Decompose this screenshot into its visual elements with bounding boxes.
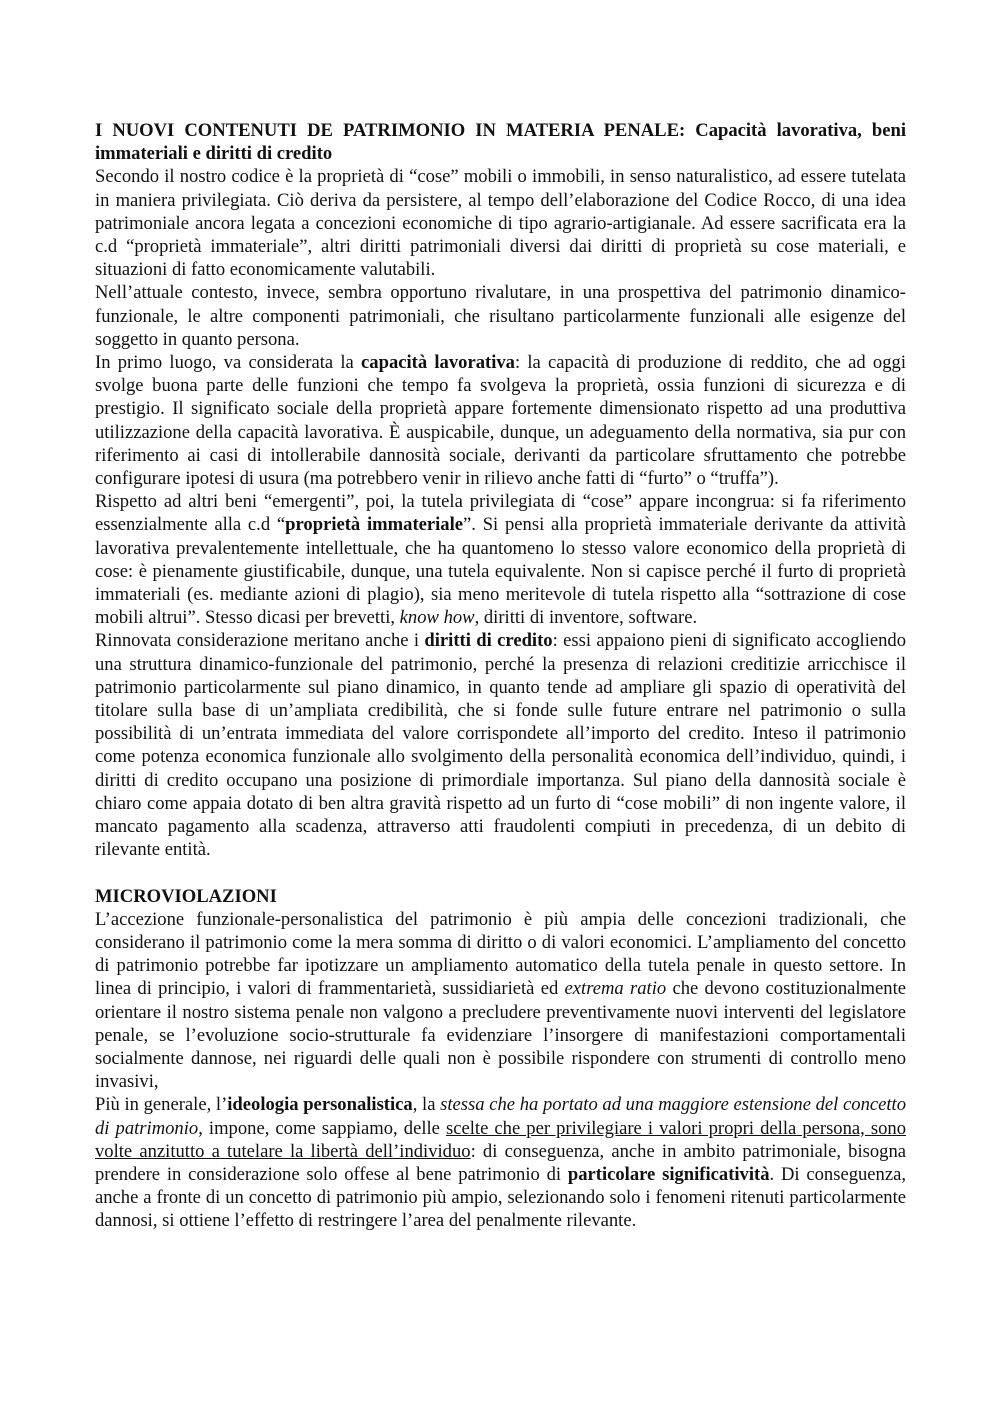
underlined-phrase: scelte che per privilegiare i valori propri della persona, sono volte anzitutto a tutelare la libertà dell’individuo: [95, 1117, 907, 1162]
term-proprieta-immateriale: proprietà immateriale: [285, 514, 464, 536]
term-ideologia-personalistica: ideologia personalistica: [227, 1094, 413, 1116]
paragraph-proprieta-immateriale: Rispetto ad altri beni “emergenti”, poi, la tutela privilegiata di “cose” appare incongrua: si fa riferimento essenzialmente alla c.d “proprietà immateriale”. Si pensi alla proprietà immateriale derivante da attività lavorativa prevalentemente intellettuale, che ha quantomeno lo stesso valore economico della proprietà di cose: è pienamente giustificabile, dunque, una tutela equivalente. Non si capisce perché il furto di proprietà immateriali (es. mediante azioni di plagio), sia meno meritevole di tutela rispetto alla “sottrazione di cose mobili altrui”. Stesso dicasi per brevetti, know how, diritti di inventore, software.: [95, 491, 906, 629]
document-page: [95, 119, 906, 1233]
section-title-nuovi-contenuti: I NUOVI CONTENUTI DE PATRIMONIO IN MATERIA PENALE: Capacità lavorativa, beni immateriali e diritti di credito: [95, 120, 906, 165]
paragraph-attuale-contesto: Nell’attuale contesto, invece, sembra opportuno rivalutare, in una prospettiva del patrimonio dinamico-funzionale, le altre componenti patrimoniali, che risultano particolarmente funzionali alle esigenze del soggetto in quanto persona.: [95, 282, 906, 350]
term-capacita-lavorativa: capacità lavorativa: [361, 352, 515, 374]
paragraph-ideologia-personalistica: Più in generale, l’ideologia personalistica, la stessa che ha portato ad una maggiore estensione del concetto di patrimonio, impone, come sappiamo, delle scelte che per privilegiare i valori propri della persona, sono volte anzitutto a tutelare la libertà dell’individuo: di conseguenza, anche in ambito patrimoniale, bisogna prendere in considerazione solo offese al bene patrimonio di particolare significatività. Di conseguenza, anche a fronte di un concetto di patrimonio più ampio, selezionando solo i fenomeni ritenuti particolarmente dannosi, si ottiene l’effetto di restringere l’area del penalmente rilevante.: [95, 1094, 907, 1232]
term-diritti-di-credito: diritti di credito: [424, 630, 553, 652]
section-title-microviolazioni: MICROVIOLAZIONI: [95, 885, 277, 907]
section-spacer: [95, 862, 906, 885]
term-particolare-significativita: particolare significatività: [567, 1163, 770, 1185]
paragraph-codice: Secondo il nostro codice è la proprietà di “cose” mobili o immobili, in senso naturalistico, ad essere tutelata in maniera privilegiata. Ciò deriva da persistere, al tempo dell’elaborazione del Codice Rocco, di una idea patrimoniale ancora legata a concezioni economiche di tipo agrario-artigianale. Ad essere sacrificata era la c.d “proprietà immateriale”, altri diritti patrimoniali diversi dai diritti di proprietà su cose materiali, e situazioni di fatto economicamente valutabili.: [95, 166, 906, 281]
italic-phrase: stessa che ha portato ad una maggiore estensione del concetto di patrimonio: [95, 1094, 906, 1139]
term-know-how: know how: [399, 607, 475, 629]
paragraph-capacita-lavorativa: In primo luogo, va considerata la capacità lavorativa: la capacità di produzione di reddito, che ad oggi svolge buona parte delle funzioni che tempo fa svolgeva la proprietà, ossia funzioni di sicurezza e di prestigio. Il significato sociale della proprietà appare fortemente dimensionato rispetto ad una produttiva utilizzazione della capacità lavorativa. È auspicabile, dunque, un adeguamento della normativa, sia pur con riferimento ai casi di intollerabile dannosità sociale, derivanti da particolare sfruttamento che potrebbe configurare ipotesi di usura (ma potrebbero venir in rilievo anche fatti di “furto” o “truffa”).: [95, 352, 906, 490]
paragraph-accezione-funzionale: L’accezione funzionale-personalistica del patrimonio è più ampia delle concezioni tradizionali, che considerano il patrimonio come la mera somma di diritto o di valori economici. L’ampliamento del concetto di patrimonio potrebbe far ipotizzare un ampliamento automatico della tutela penale in questo settore. In linea di principio, i valori di frammentarietà, sussidiarietà ed extrema ratio che devono costituzionalmente orientare il nostro sistema penale non valgono a precludere preventivamente nuovi interventi del legislatore penale, se l’evoluzione socio-strutturale fa evidenziare l’insorgere di manifestazioni comportamentali socialmente dannose, nei riguardi delle quali non è possibile rispondere con strumenti di controllo meno invasivi,: [95, 908, 906, 1093]
term-extrema-ratio: extrema ratio: [564, 978, 667, 1000]
paragraph-diritti-di-credito: Rinnovata considerazione meritano anche i diritti di credito: essi appaiono pieni di significato accogliendo una struttura dinamico-funzionale del patrimonio, perché la presenza di relazioni creditizie arricchisce il patrimonio particolarmente sul piano dinamico, in quanto tende ad ampliare gli spazio di operatività del titolare sulla base di un’ampliata credibilità, che si fonde sulle future entrare nel patrimonio o sulla possibilità di un’entrata immediata del valore corrispondete all’importo del credito. Inteso il patrimonio come potenza economica funzionale allo svolgimento della personalità economica dell’individuo, quindi, i diritti di credito occupano una posizione di primordiale importanza. Sul piano della dannosità sociale è chiaro come appaia dotato di ben altra gravità rispetto ad un furto di “cose mobili” di non ingente valore, il mancato pagamento alla scadenza, attraverso atti fraudolenti compiuti in precedenza, di un debito di rilevante entità.: [95, 630, 907, 861]
